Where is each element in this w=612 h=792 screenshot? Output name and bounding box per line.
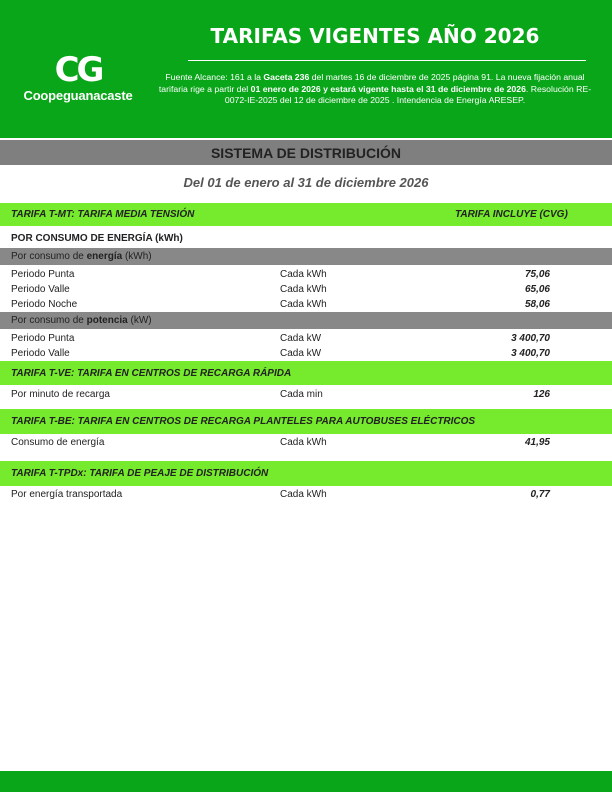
source-validity: 01 enero de 2026 y estará vigente hasta el 31 de diciembre de 2026 [250,83,526,94]
column-header-includes: TARIFA INCLUYE (CVG) [455,209,568,220]
tmt-subheading: POR CONSUMO DE ENERGÍA (kWh) [11,233,183,244]
source-text-3: . Resolución RE-0072-IE-2025 del 12 de diciembre de 2025 . Intendencia de Energía ARESEP. [224,83,592,106]
source-note [156,72,594,107]
validity-period: Del 01 de enero al 31 de diciembre 2026 [183,175,429,190]
table-row-value: 65,06 [524,284,550,295]
section-title: SISTEMA DE DISTRIBUCIÓN [210,145,402,161]
source-text-1: Fuente Alcance: 161 a la [165,72,264,82]
page-title: TARIFAS VIGENTES AÑO 2026 [210,24,540,48]
logo-mark: CG [54,50,102,90]
tmt-label: TARIFA T-MT: TARIFA MEDIA TENSIÓN [11,209,195,220]
table-row-value: 3 400,70 [511,348,550,359]
tve-label: TARIFA T-VE: TARIFA EN CENTROS DE RECARGA RÁPIDA [11,368,292,379]
energy-sublabel: Por consumo de energía (kWh) [11,251,152,262]
table-row-label: Periodo Punta [11,269,75,280]
table-row-unit: Cada kW [280,333,322,344]
table-row-unit: Cada kW [280,348,322,359]
ttpd-label: TARIFA T-TPDx: TARIFA DE PEAJE DE DISTRIBUCIÓN [11,468,269,479]
power-sublabel: Por consumo de potencia (kW) [11,315,152,326]
table-row-label: Periodo Valle [11,284,70,295]
table-row-value: 3 400,70 [511,333,550,344]
source-text-2: del martes 16 de diciembre de 2025 página 91. La nueva fijación anual tarifaria rige a partir del [158,72,585,94]
table-row-value: 58,06 [524,299,550,310]
table-row-label: Periodo Valle [11,348,70,359]
table-row-label: Periodo Noche [11,299,78,310]
tbe-label: TARIFA T-BE: TARIFA EN CENTROS DE RECARGA PLANTELES PARA AUTOBUSES ELÉCTRICOS [11,416,476,427]
title-divider [188,60,586,61]
brand-logo [18,52,138,103]
table-row-value: 75,06 [524,269,550,280]
table-row-unit: Cada kWh [280,299,327,310]
table-row-label: Consumo de energía [11,437,105,448]
table-row-value: 41,95 [524,437,550,448]
logo-name: Coopeguanacaste [23,88,133,103]
table-row-unit: Cada kWh [280,489,327,500]
table-row-value: 0,77 [530,489,550,500]
table-row-unit: Cada min [280,389,323,400]
footer-bar [0,771,612,792]
table-row-value: 126 [533,389,550,400]
table-row-label: Periodo Punta [11,333,75,344]
table-row-label: Por energía transportada [11,489,123,500]
source-gaceta: Gaceta 236 [263,72,310,82]
table-row-label: Por minuto de recarga [11,389,110,400]
table-row-unit: Cada kWh [280,437,327,448]
table-row-unit: Cada kWh [280,284,327,295]
table-row-unit: Cada kWh [280,269,327,280]
